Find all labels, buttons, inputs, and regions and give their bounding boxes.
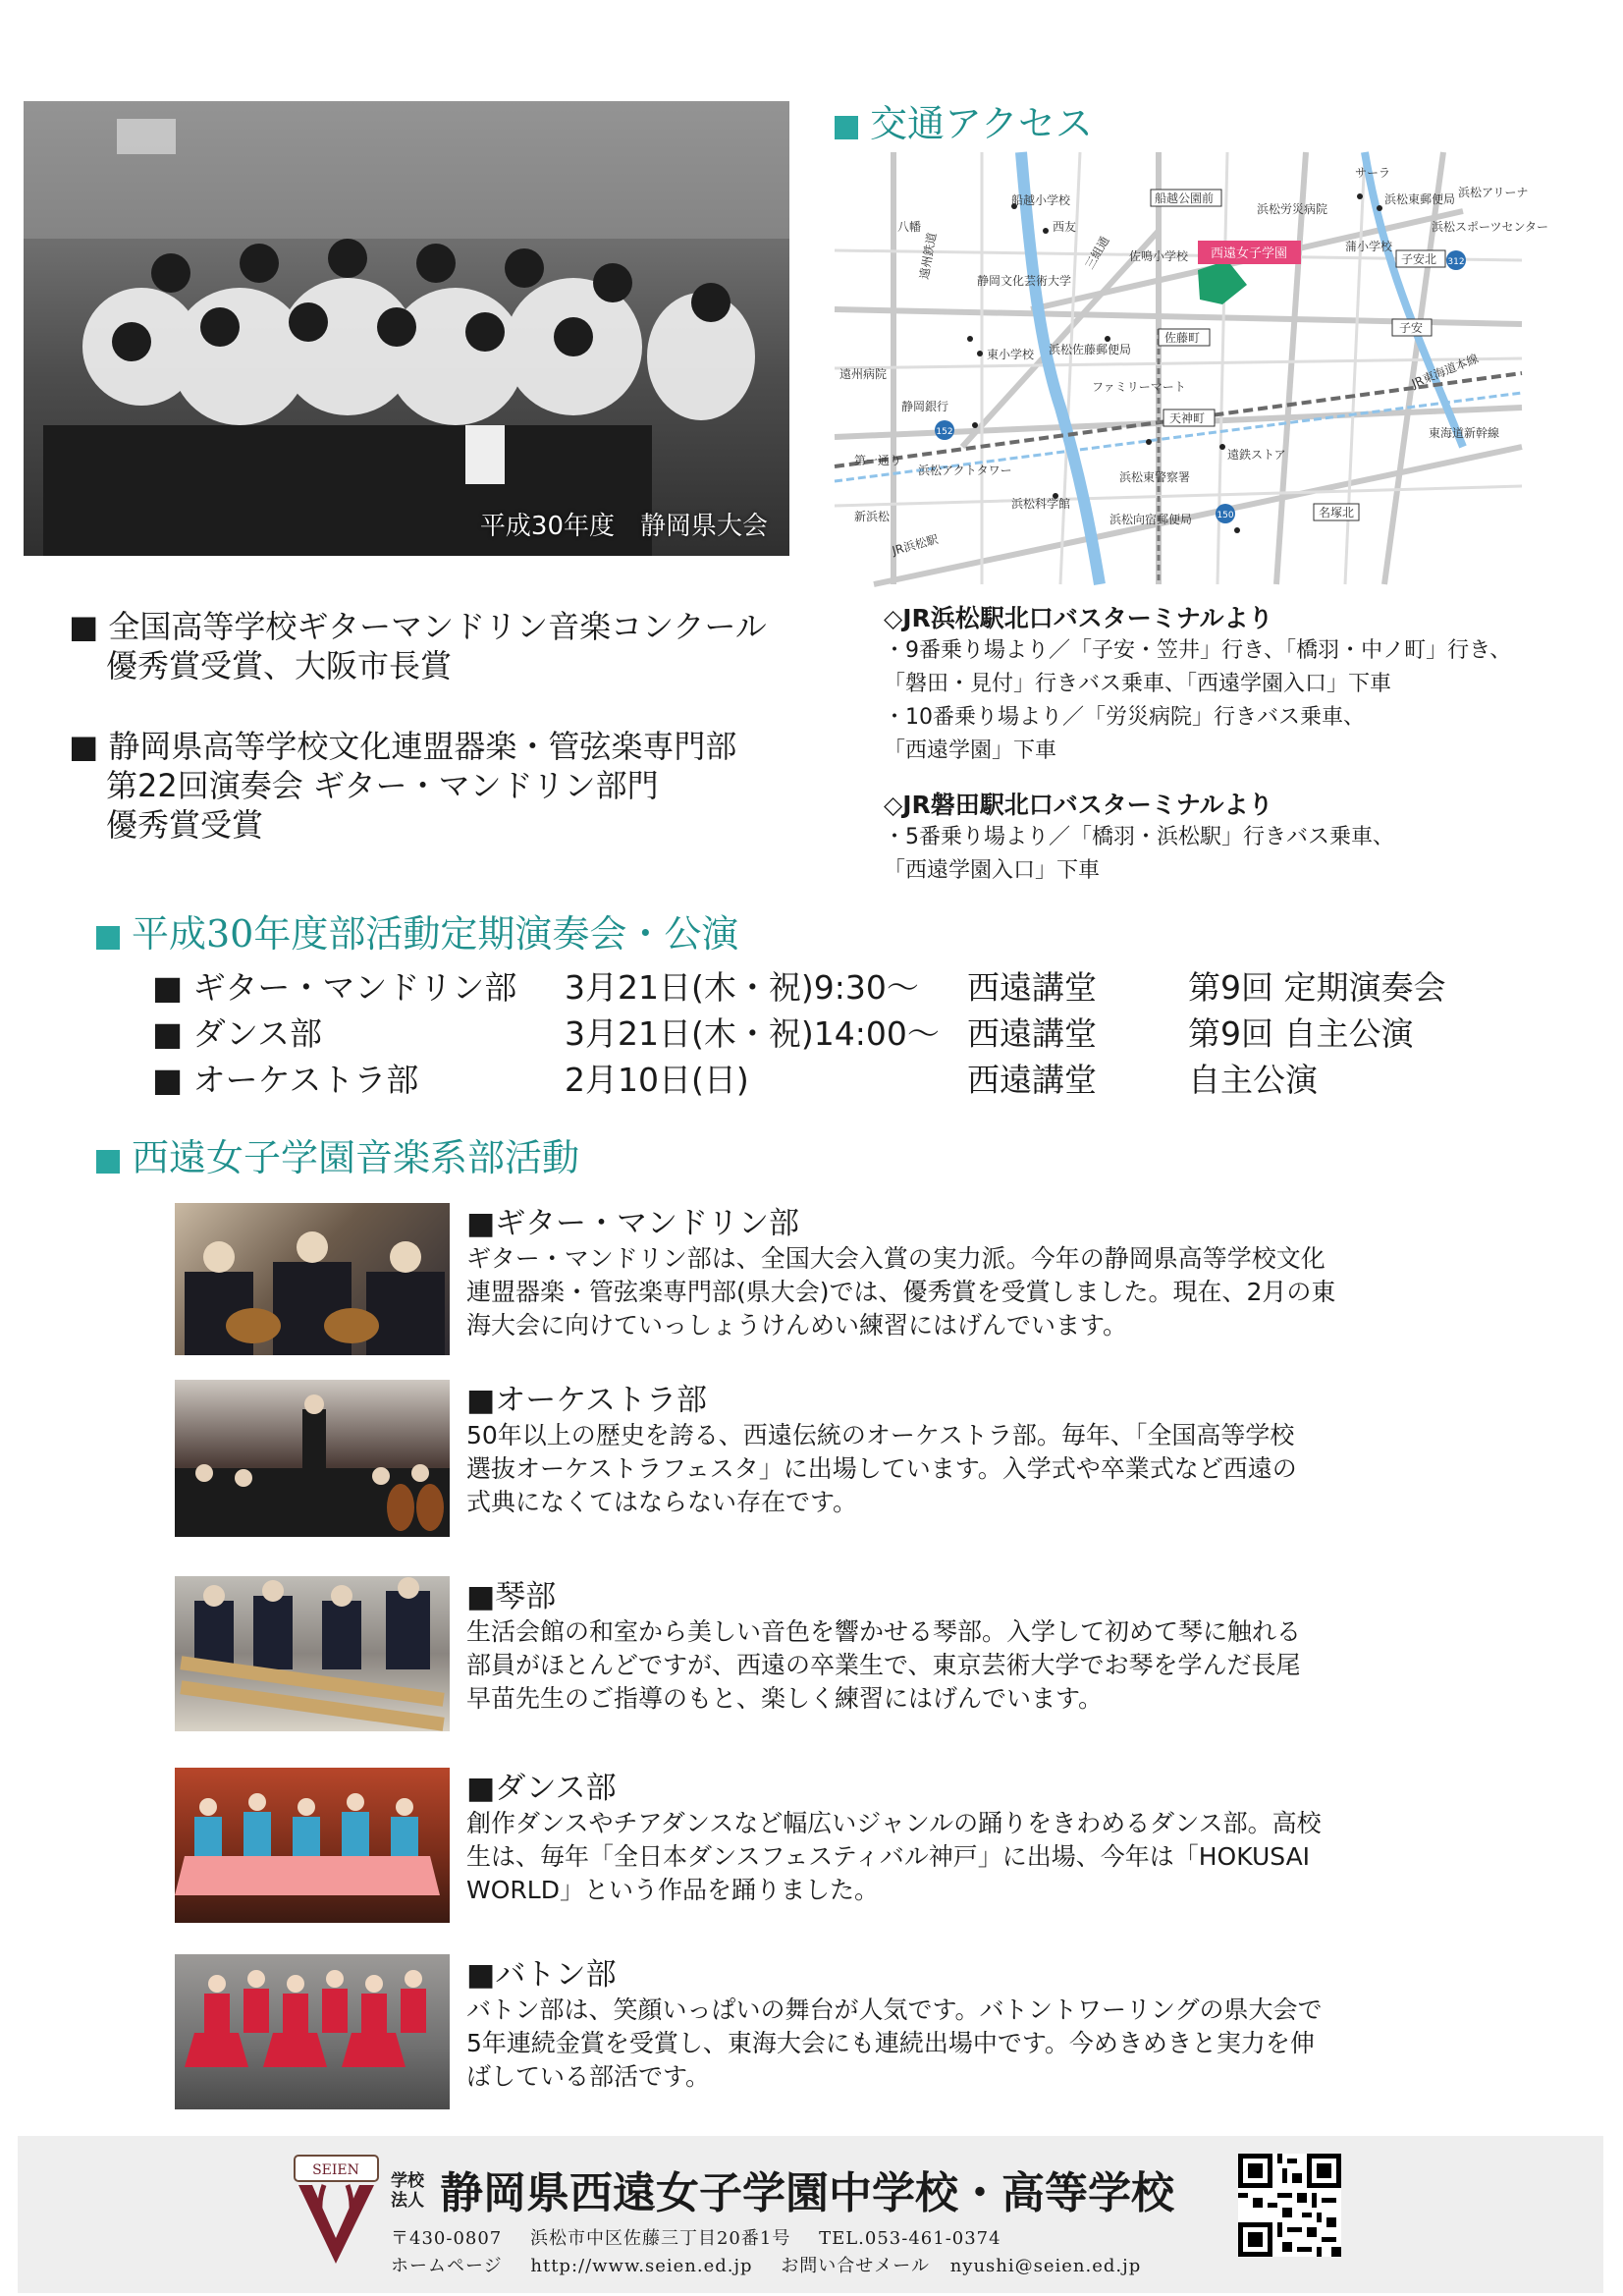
perf-row — [152, 962, 1527, 1009]
teal-square-icon — [835, 116, 858, 139]
black-square-icon: ■ — [69, 728, 109, 765]
map-mukojuku-po: 浜松向宿郵便局 — [1109, 513, 1193, 526]
school-logo — [285, 2154, 388, 2269]
activity-koto-line-3: 早苗先生のご指導のもと、楽しく練習にはげんでいます。 — [466, 1684, 1104, 1713]
perf-event: 第9回 定期演奏会 — [1188, 968, 1446, 1007]
hamamatsu-line-4: 「西遠学園」下車 — [884, 738, 1057, 763]
map-east-po: 浜松東郵便局 — [1384, 192, 1456, 206]
perf-date: 2月10日(日) — [565, 1061, 749, 1099]
hero-caption: 平成30年度 静岡県大会 — [479, 512, 768, 541]
koto-photo — [175, 1576, 450, 1731]
map-nishi-es: 西友 — [1053, 220, 1077, 234]
perf-event: 第9回 自主公演 — [1188, 1014, 1414, 1053]
contact-label: お問い合せメール — [781, 2256, 930, 2276]
map-higashi-es: 東小学校 — [987, 348, 1035, 361]
activity-baton — [466, 1949, 1497, 2094]
telephone: TEL.053-461-0374 — [819, 2228, 1001, 2249]
map-enshu-hospital: 遠州病院 — [839, 367, 888, 381]
hamamatsu-title: ◇JR浜松駅北口バスターミナルより — [884, 604, 1273, 632]
map-funakoshi-park: 船越公園前 — [1155, 191, 1215, 205]
iwata-line-2: 「西遠学園入口」下車 — [884, 858, 1101, 883]
map-nazuka-kita: 名塚北 — [1319, 506, 1355, 519]
map-satomachi: 佐藤町 — [1164, 331, 1201, 345]
map-art-univ: 静岡文化芸術大学 — [977, 274, 1072, 288]
map-route-152: 152 — [936, 427, 953, 437]
activity-orchestra-title: ■オーケストラ部 — [466, 1383, 708, 1418]
activity-dance-line-1: 創作ダンスやチアダンスなど幅広いジャンルの踊りをきわめるダンス部。高校 — [466, 1809, 1322, 1837]
corp-line2: 法人 — [391, 2191, 424, 2211]
map-jr-hamamatsu: JR浜松駅 — [891, 531, 941, 558]
activity-orchestra — [466, 1375, 1497, 1519]
hero-photo-drawing — [24, 101, 789, 556]
activity-guitar-title: ■ギター・マンドリン部 — [466, 1206, 799, 1241]
activity-baton-line-2: 5年連続金賞を受賞し、東海大会にも連続出場中です。今めきめきと実力を伸 — [466, 2029, 1315, 2057]
perf-venue: 西遠講堂 — [967, 1014, 1097, 1053]
map-shizuoka-bank: 静岡銀行 — [901, 400, 949, 413]
zip-code: 〒430-0807 — [391, 2228, 503, 2249]
map-funakoshi-es: 船越小学校 — [1011, 193, 1071, 207]
footer — [18, 2136, 1603, 2293]
map-police: 浜松東警察署 — [1119, 470, 1191, 484]
black-square-icon: ■ — [152, 968, 193, 1007]
homepage-label: ホームページ — [391, 2256, 503, 2276]
perf-venue: 西遠講堂 — [967, 968, 1097, 1007]
hamamatsu-line-3: ・10番乗り場より／「労災病院」行きバス乗車、 — [884, 705, 1365, 730]
guitar-mandolin-photo — [175, 1203, 450, 1355]
email-link[interactable]: nyushi@seien.ed.jp — [949, 2256, 1142, 2276]
perf-row — [152, 1055, 1527, 1101]
black-square-icon: ■ — [152, 1061, 193, 1099]
map-tenjincho: 天神町 — [1169, 411, 1206, 425]
orchestra-photo — [175, 1380, 450, 1537]
activity-guitar-line-3: 海大会に向けていっしょうけんめい練習にはげんでいます。 — [466, 1311, 1128, 1339]
hamamatsu-line-2: 「磐田・見付」行きバス乗車、「西遠学園入口」下車 — [884, 672, 1392, 696]
activity-orchestra-line-1: 50年以上の歴史を誇る、西遠伝統のオーケストラ部。毎年、「全国高等学校 — [466, 1421, 1295, 1449]
performances-table — [152, 962, 1527, 1101]
map-family-mart: ファミリーマート — [1092, 380, 1186, 394]
map-daiichi: 第一通り — [854, 454, 902, 467]
perf-date: 3月21日(木・祝)9:30〜 — [565, 968, 919, 1007]
corp-type — [391, 2171, 424, 2211]
activity-koto-title: ■琴部 — [466, 1579, 557, 1614]
logo-text: SEIEN — [312, 2162, 359, 2178]
access-iwata — [884, 786, 1394, 888]
award-2-line3: 優秀賞受賞 — [106, 806, 264, 844]
iwata-title: ◇JR磐田駅北口バスターミナルより — [884, 791, 1273, 819]
map-kiyo-es: 蒲小学校 — [1345, 240, 1393, 253]
perf-club: ギター・マンドリン部 — [192, 968, 517, 1007]
map-route-312: 312 — [1447, 257, 1465, 267]
activity-dance-title: ■ダンス部 — [466, 1771, 617, 1806]
map-hamamatsu-rosai: 浜松労災病院 — [1257, 202, 1328, 216]
dance-photo — [175, 1768, 450, 1923]
teal-square-icon — [96, 1150, 120, 1174]
perf-venue: 西遠講堂 — [967, 1061, 1097, 1099]
access-title: 交通アクセス — [835, 93, 1093, 147]
perf-event: 自主公演 — [1188, 1061, 1318, 1099]
map-sports-center: 浜松スポーツセンター — [1432, 220, 1549, 234]
map-koyasu-kita: 子安北 — [1401, 252, 1437, 266]
activity-baton-title: ■バトン部 — [466, 1957, 617, 1993]
footer-web-line — [391, 2252, 1141, 2277]
activity-orchestra-line-2: 選抜オーケストラフェスタ」に出場しています。入学式や卒業式など西遠の — [466, 1454, 1297, 1483]
hamamatsu-line-1: ・9番乗り場より／「子安・笠井」行き、「橋羽・中ノ町」行き、 — [884, 638, 1512, 663]
perf-club: オーケストラ部 — [192, 1061, 419, 1099]
activities-title: 西遠女子学園音楽系部活動 — [96, 1127, 579, 1181]
perf-row — [152, 1009, 1527, 1055]
footer-address-line — [391, 2224, 1001, 2250]
map-tokaido-shinkansen: 東海道新幹線 — [1429, 426, 1500, 440]
award-1-line1: 全国高等学校ギターマンドリン音楽コンクール — [108, 608, 767, 645]
activity-dance-line-2: 生は、毎年「全日本ダンスフェスティバル神戸」に出場、今年は「HOKUSAI — [466, 1842, 1311, 1871]
map-ensetsu-store: 遠鉄ストア — [1227, 448, 1286, 462]
performances-title: 平成30年度部活動定期演奏会・公演 — [96, 903, 738, 957]
black-square-icon: ■ — [69, 608, 109, 645]
map-route-150: 150 — [1217, 511, 1234, 520]
activity-orchestra-line-3: 式典になくてはならない存在です。 — [466, 1488, 858, 1516]
hero-photo — [24, 101, 789, 556]
map-sato-po: 浜松佐藤郵便局 — [1049, 343, 1132, 356]
teal-square-icon — [96, 926, 120, 950]
map-science-museum: 浜松科学館 — [1011, 497, 1071, 511]
access-hamamatsu — [884, 599, 1511, 768]
map-seto-es: 佐鳴小学校 — [1129, 249, 1189, 263]
activity-baton-line-3: ばしている部活です。 — [466, 2062, 711, 2091]
address: 浜松市中区佐藤三丁目20番1号 — [529, 2228, 791, 2249]
map-act-tower: 浜松アクトタワー — [918, 464, 1012, 477]
qr-code[interactable] — [1238, 2154, 1341, 2257]
map-hachiman: 八幡 — [897, 220, 922, 234]
map-enshu-dori: 遠州鉄道 — [917, 231, 940, 281]
baton-photo — [175, 1954, 450, 2109]
award-2 — [69, 727, 736, 845]
map-school-label: 西遠女子学園 — [1210, 246, 1288, 261]
iwata-line-1: ・5番乗り場より／「橋羽・浜松駅」行きバス乗車、 — [884, 825, 1394, 849]
map-shin-hamamatsu: 新浜松 — [854, 510, 891, 523]
award-2-line2: 第22回演奏会 ギター・マンドリン部門 — [106, 767, 659, 804]
map-arena: 浜松アリーナ — [1458, 186, 1529, 199]
black-square-icon: ■ — [152, 1014, 193, 1053]
map-sara: サーラ — [1355, 166, 1391, 180]
corp-line1: 学校 — [391, 2171, 424, 2191]
activity-koto-line-2: 部員がほとんどですが、西遠の卒業生で、東京芸術大学でお琴を学んだ長尾 — [466, 1651, 1301, 1679]
activity-dance-line-3: WORLD」という作品を踊りました。 — [466, 1876, 879, 1904]
map-drawing — [835, 152, 1549, 584]
activity-guitar — [466, 1198, 1497, 1342]
perf-club: ダンス部 — [192, 1014, 323, 1053]
website-link[interactable]: http://www.seien.ed.jp — [530, 2256, 753, 2276]
school-name: 静岡県西遠女子学園中学校・高等学校 — [440, 2168, 1174, 2218]
map-koyasu: 子安 — [1399, 321, 1424, 335]
access-map — [835, 152, 1549, 584]
activity-koto-line-1: 生活会館の和室から美しい音色を響かせる琴部。入学して初めて琴に触れる — [466, 1617, 1302, 1646]
award-1 — [69, 607, 767, 685]
activity-dance — [466, 1763, 1497, 1907]
activity-koto — [466, 1571, 1497, 1716]
perf-date: 3月21日(木・祝)14:00〜 — [565, 1014, 940, 1053]
award-1-line2: 優秀賞受賞、大阪市長賞 — [106, 647, 453, 684]
school-logo-icon — [285, 2154, 388, 2269]
activity-guitar-line-1: ギター・マンドリン部は、全国大会入賞の実力派。今年の静岡県高等学校文化 — [466, 1244, 1325, 1273]
award-2-line1: 静岡県高等学校文化連盟器楽・管弦楽専門部 — [108, 728, 737, 765]
map-sanjo-dori: 三組通 — [1082, 234, 1112, 272]
activity-guitar-line-2: 連盟器楽・管弦楽専門部(県大会)では、優秀賞を受賞しました。現在、2月の東 — [466, 1278, 1336, 1306]
qr-code-icon — [1238, 2154, 1341, 2257]
activity-baton-line-1: バトン部は、笑顔いっぱいの舞台が人気です。バトントワーリングの県大会で — [466, 1995, 1323, 2024]
map-jr-tokaido: JR東海道本線 — [1409, 351, 1481, 391]
